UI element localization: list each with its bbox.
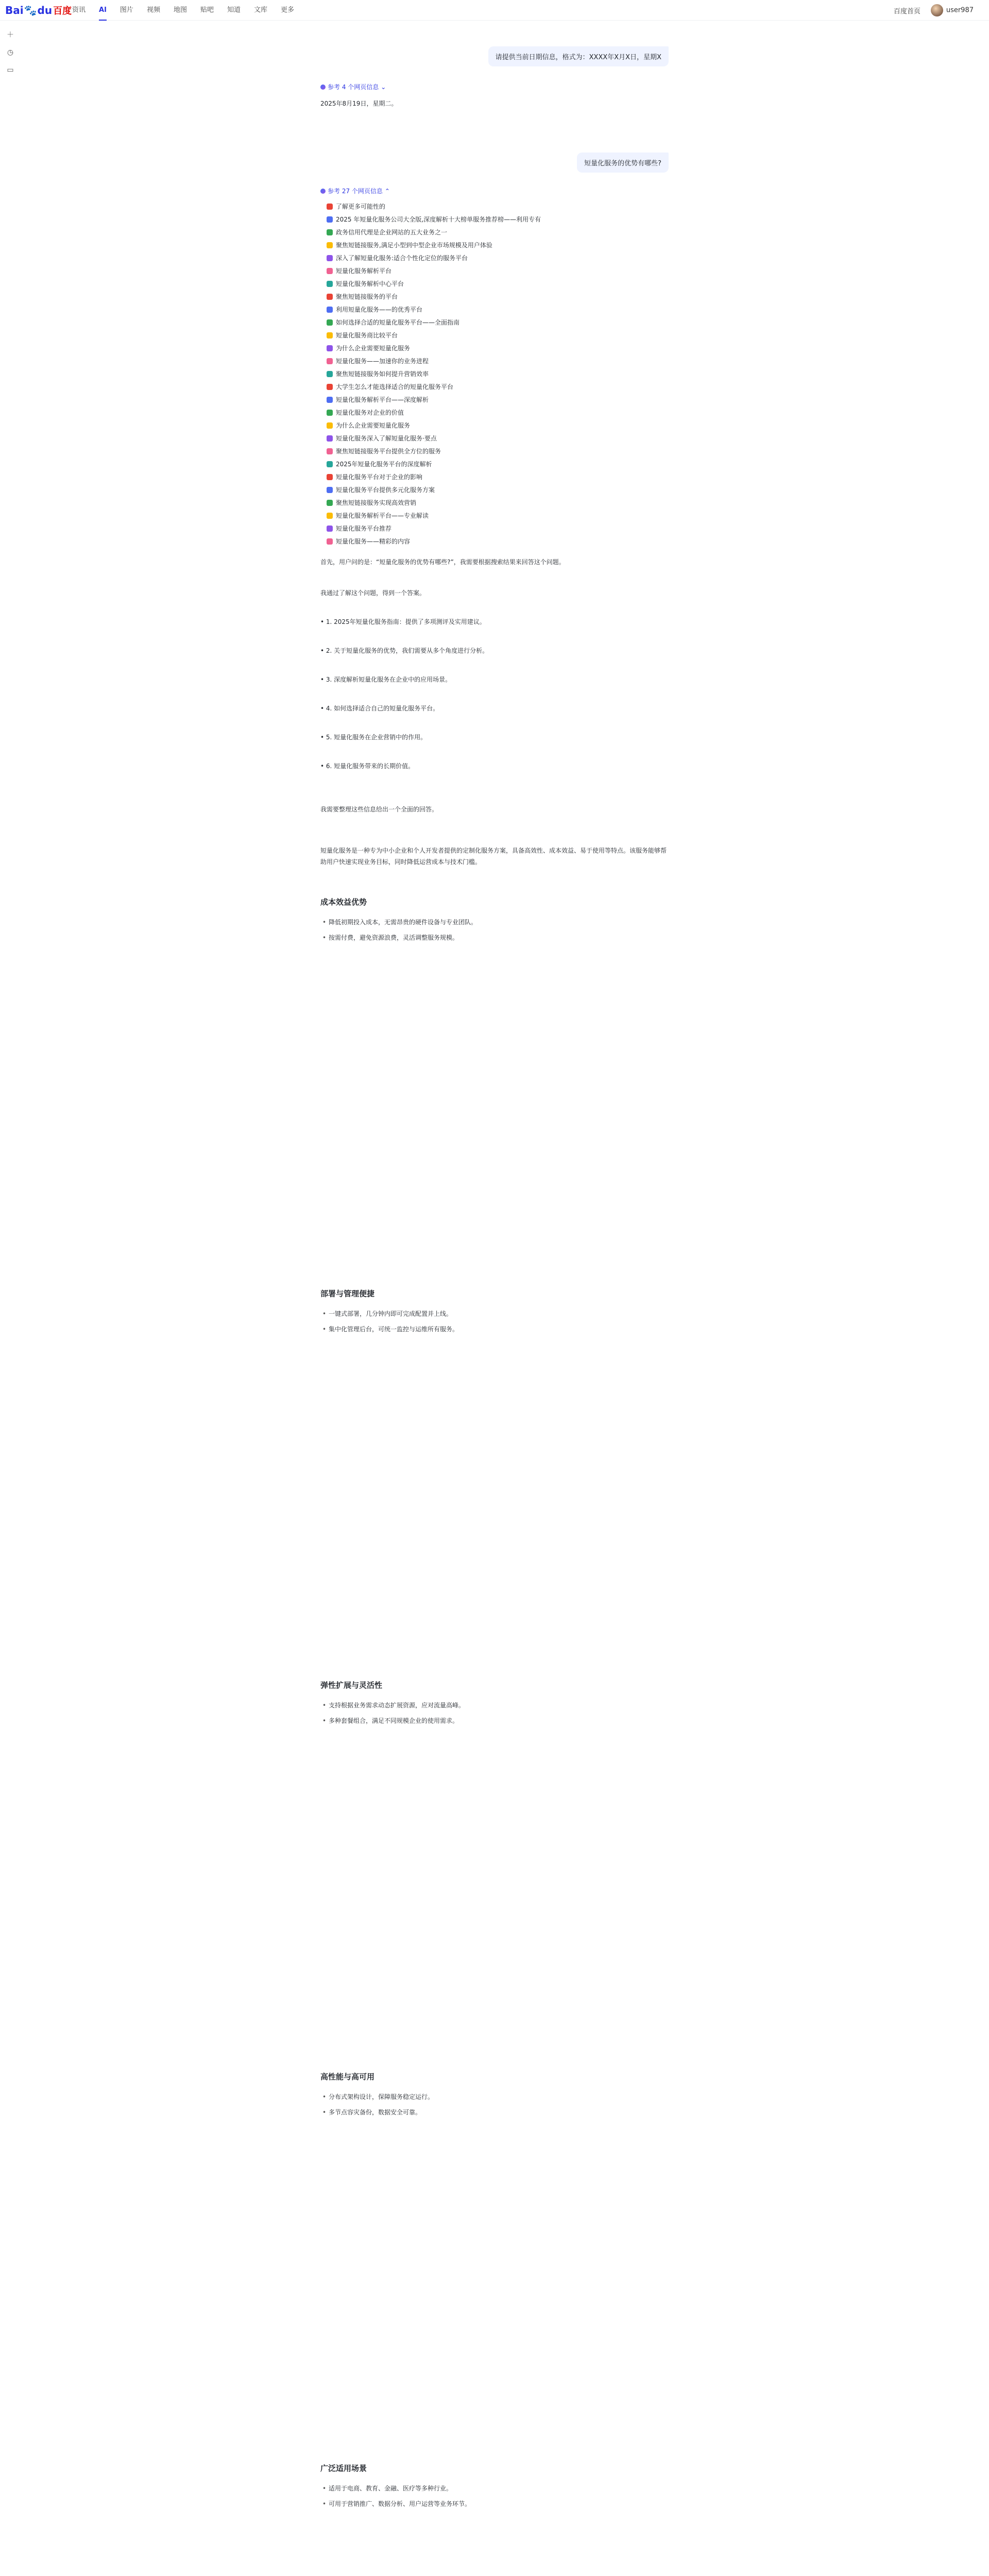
- section-bullet: • 降低初期投入成本，无需昂贵的硬件设备与专业团队。: [329, 917, 477, 927]
- reference-title: 短量化服务解析平台——专业解读: [336, 512, 429, 519]
- tab-item[interactable]: 知道: [227, 6, 241, 14]
- reference-title: 短量化服务商比较平台: [336, 332, 398, 339]
- reference-title: 为什么企业需要短量化服务: [336, 422, 411, 429]
- site-favicon-icon: [327, 500, 333, 506]
- section-bullet: • 支持根据业务需求动态扩展资源，应对流量高峰。: [329, 1700, 465, 1710]
- reasoning-note: • 3. 深度解析短量化服务在企业中的应用场景。: [320, 676, 452, 683]
- collapse-icon[interactable]: ▭: [7, 66, 14, 74]
- site-favicon-icon: [327, 307, 333, 313]
- reference-item[interactable]: [327, 354, 656, 367]
- reference-title: 深入了解短量化服务:适合个性化定位的服务平台: [336, 255, 468, 262]
- homepage-link[interactable]: 百度首页: [893, 7, 920, 15]
- tab-item[interactable]: 图片: [120, 6, 133, 14]
- reference-item[interactable]: [327, 509, 656, 522]
- reasoning-note: • 6. 短量化服务带来的长期价值。: [320, 762, 415, 770]
- site-favicon-icon: [327, 422, 333, 429]
- user-menu[interactable]: [931, 4, 974, 16]
- reference-item[interactable]: [327, 457, 656, 470]
- reference-item[interactable]: [327, 406, 656, 419]
- reference-title: 短量化服务——加速你的业务进程: [336, 358, 429, 365]
- site-favicon-icon: [327, 268, 333, 274]
- username: user987: [946, 6, 974, 14]
- site-favicon-icon: [327, 229, 333, 235]
- chevron-up-icon: ⌃: [384, 187, 390, 195]
- reference-item[interactable]: [327, 496, 656, 509]
- section-bullet: • 集中化管理后台，可统一监控与运维所有服务。: [329, 1324, 458, 1334]
- reference-title: 聚焦短链接服务平台提供全方位的服务: [336, 448, 441, 455]
- reference-title: 大学生怎么才能选择适合的短量化服务平台: [336, 383, 454, 391]
- reference-title: 了解更多可能性的: [336, 203, 386, 210]
- site-favicon-icon: [327, 410, 333, 416]
- reference-item[interactable]: [327, 264, 656, 277]
- section-bullet: • 一键式部署，几分钟内即可完成配置并上线。: [329, 1309, 452, 1319]
- reasoning-note: • 2. 关于短量化服务的优势，我们需要从多个角度进行分析。: [320, 647, 489, 654]
- site-favicon-icon: [327, 384, 333, 390]
- reference-count: 参考 27 个网页信息: [328, 188, 383, 195]
- reference-toggle-2[interactable]: [320, 187, 390, 195]
- reference-list: [327, 200, 656, 548]
- reference-item[interactable]: [327, 522, 656, 535]
- site-favicon-icon: [327, 358, 333, 364]
- reference-item[interactable]: [327, 380, 656, 393]
- section-bullet: • 可用于营销推广、数据分析、用户运营等业务环节。: [329, 2499, 471, 2509]
- reference-title: 2025 年短量化服务公司大全版,深度解析十大榜单服务推荐榜——利用专有: [336, 216, 541, 223]
- reference-item[interactable]: [327, 226, 656, 239]
- reference-item[interactable]: [327, 329, 656, 342]
- reference-title: 如何选择合适的短量化服务平台——全面指南: [336, 319, 460, 326]
- site-favicon-icon: [327, 204, 333, 210]
- reference-count: 参考 4 个网页信息: [328, 83, 379, 91]
- section-heading: 广泛适用场景: [320, 2464, 367, 2473]
- reference-item[interactable]: [327, 419, 656, 432]
- reference-title: 政务信用代理是企业网站的五大业务之一: [336, 229, 448, 236]
- site-favicon-icon: [327, 526, 333, 532]
- reference-item[interactable]: [327, 290, 656, 303]
- reference-title: 利用短量化服务——的优秀平台: [336, 306, 423, 313]
- reference-title: 短量化服务解析平台——深度解析: [336, 396, 429, 403]
- tab-item[interactable]: 贴吧: [200, 6, 214, 14]
- logo-text-chinese: 百度: [53, 6, 72, 16]
- tab-item[interactable]: 更多: [281, 6, 295, 14]
- section-heading: 高性能与高可用: [320, 2072, 375, 2081]
- reasoning-note: 我通过了解这个问题，得到一个答案。: [320, 589, 426, 597]
- reference-title: 2025年短量化服务平台的深度解析: [336, 461, 432, 468]
- user-message-2: 短量化服务的优势有哪些?: [577, 152, 669, 173]
- site-favicon-icon: [327, 281, 333, 287]
- site-favicon-icon: [327, 345, 333, 351]
- reference-title: 短量化服务解析中心平台: [336, 280, 404, 287]
- history-icon[interactable]: ◷: [7, 48, 14, 57]
- logo-text-bai: Bai: [5, 4, 24, 16]
- tab-item[interactable]: 文库: [254, 6, 268, 14]
- section-bullet: • 按需付费，避免资源浪费，灵活调整服务规模。: [329, 933, 458, 943]
- section-heading: 弹性扩展与灵活性: [320, 1681, 383, 1690]
- reference-item[interactable]: [327, 470, 656, 483]
- site-favicon-icon: [327, 332, 333, 338]
- reference-title: 短量化服务对企业的价值: [336, 409, 404, 416]
- reference-item[interactable]: [327, 316, 656, 329]
- site-favicon-icon: [327, 435, 333, 442]
- tab-item[interactable]: 地图: [173, 6, 187, 14]
- ai-icon: [320, 189, 326, 194]
- site-favicon-icon: [327, 371, 333, 377]
- section-heading: 部署与管理便捷: [320, 1289, 375, 1298]
- reference-title: 聚焦短链接服务的平台: [336, 293, 398, 300]
- reference-item[interactable]: [327, 277, 656, 290]
- reference-title: 短量化服务解析平台: [336, 267, 392, 275]
- user-message-1: 请提供当前日期信息，格式为：XXXX年X月X日，星期X: [488, 46, 669, 66]
- section-heading: 成本效益优势: [320, 897, 367, 907]
- reasoning-intro: 首先，用户问的是：“短量化服务的优势有哪些?”，我需要根据搜索结果来回答这个问题。: [320, 558, 565, 566]
- site-favicon-icon: [327, 216, 333, 223]
- site-favicon-icon: [327, 397, 333, 403]
- site-favicon-icon: [327, 242, 333, 248]
- site-favicon-icon: [327, 461, 333, 467]
- site-favicon-icon: [327, 294, 333, 300]
- reference-item[interactable]: [327, 239, 656, 251]
- reference-title: 短量化服务——精彩的内容: [336, 538, 411, 545]
- reasoning-note: • 4. 如何选择适合自己的短量化服务平台。: [320, 705, 439, 712]
- section-bullet: • 适用于电商、教育、金融、医疗等多种行业。: [329, 2483, 452, 2494]
- section-bullet: • 多节点容灾备份，数据安全可靠。: [329, 2107, 421, 2117]
- section-bullet: • 分布式架构设计，保障服务稳定运行。: [329, 2092, 434, 2102]
- top-right-area: [894, 0, 974, 21]
- reference-item[interactable]: [327, 367, 656, 380]
- reference-title: 聚焦短链接服务实现高效营销: [336, 499, 417, 506]
- reference-title: 短量化服务深入了解短量化服务·要点: [336, 435, 437, 442]
- reference-title: 为什么企业需要短量化服务: [336, 345, 411, 352]
- reference-item[interactable]: [327, 445, 656, 457]
- site-favicon-icon: [327, 255, 333, 261]
- ai-icon: [320, 84, 326, 90]
- reference-title: 短量化服务平台推荐: [336, 525, 392, 532]
- avatar: [931, 4, 943, 16]
- reference-item[interactable]: [327, 483, 656, 496]
- tab-item[interactable]: AI: [99, 0, 107, 21]
- chevron-down-icon: ⌄: [381, 83, 386, 91]
- reference-item[interactable]: [327, 535, 656, 548]
- reference-item[interactable]: [327, 251, 656, 264]
- tab-item[interactable]: 视频: [146, 6, 160, 14]
- reference-item[interactable]: [327, 303, 656, 316]
- reference-title: 短量化服务平台对于企业的影响: [336, 473, 423, 481]
- reference-toggle-1[interactable]: [320, 82, 386, 91]
- site-favicon-icon: [327, 487, 333, 493]
- reference-title: 聚焦短链接服务如何提升营销效率: [336, 370, 429, 378]
- reasoning-note: • 5. 短量化服务在企业营销中的作用。: [320, 734, 427, 741]
- reference-item[interactable]: [327, 200, 656, 213]
- site-favicon-icon: [327, 319, 333, 326]
- reference-item[interactable]: [327, 432, 656, 445]
- section-bullet: • 多种套餐组合，满足不同规模企业的使用需求。: [329, 1716, 458, 1726]
- reference-item[interactable]: [327, 213, 656, 226]
- reference-title: 短量化服务平台提供多元化服务方案: [336, 486, 435, 494]
- reference-item[interactable]: [327, 393, 656, 406]
- site-favicon-icon: [327, 474, 333, 480]
- reference-title: 聚焦短链接服务,满足小型到中型企业市场规模及用户体验: [336, 242, 492, 249]
- site-favicon-icon: [327, 538, 333, 545]
- logo-text-du: du: [37, 4, 53, 16]
- reasoning-note: • 1. 2025年短量化服务指南：提供了多项测评及实用建议。: [320, 618, 486, 625]
- answer-paragraph: 短量化服务是一种专为中小企业和个人开发者提供的定制化服务方案，具备高效性、成本效益、易于使用等特点。该服务能够帮助用户快速实现业务目标，同时降低运营成本与技术门槛。: [320, 847, 667, 866]
- search-tabs: [72, 0, 294, 21]
- answer-1-text: 2025年8月19日，星期二。: [320, 100, 398, 107]
- tab-item[interactable]: 资讯: [72, 6, 86, 14]
- new-chat-icon[interactable]: ＋: [7, 31, 14, 39]
- top-navigation-bar: [0, 0, 989, 21]
- baidu-logo[interactable]: [5, 3, 72, 18]
- paw-icon: 🐾: [24, 4, 37, 16]
- reference-item[interactable]: [327, 342, 656, 354]
- site-favicon-icon: [327, 513, 333, 519]
- site-favicon-icon: [327, 448, 333, 454]
- reasoning-summary: 我需要整理这些信息给出一个全面的回答。: [320, 806, 438, 813]
- left-rail: [0, 31, 21, 74]
